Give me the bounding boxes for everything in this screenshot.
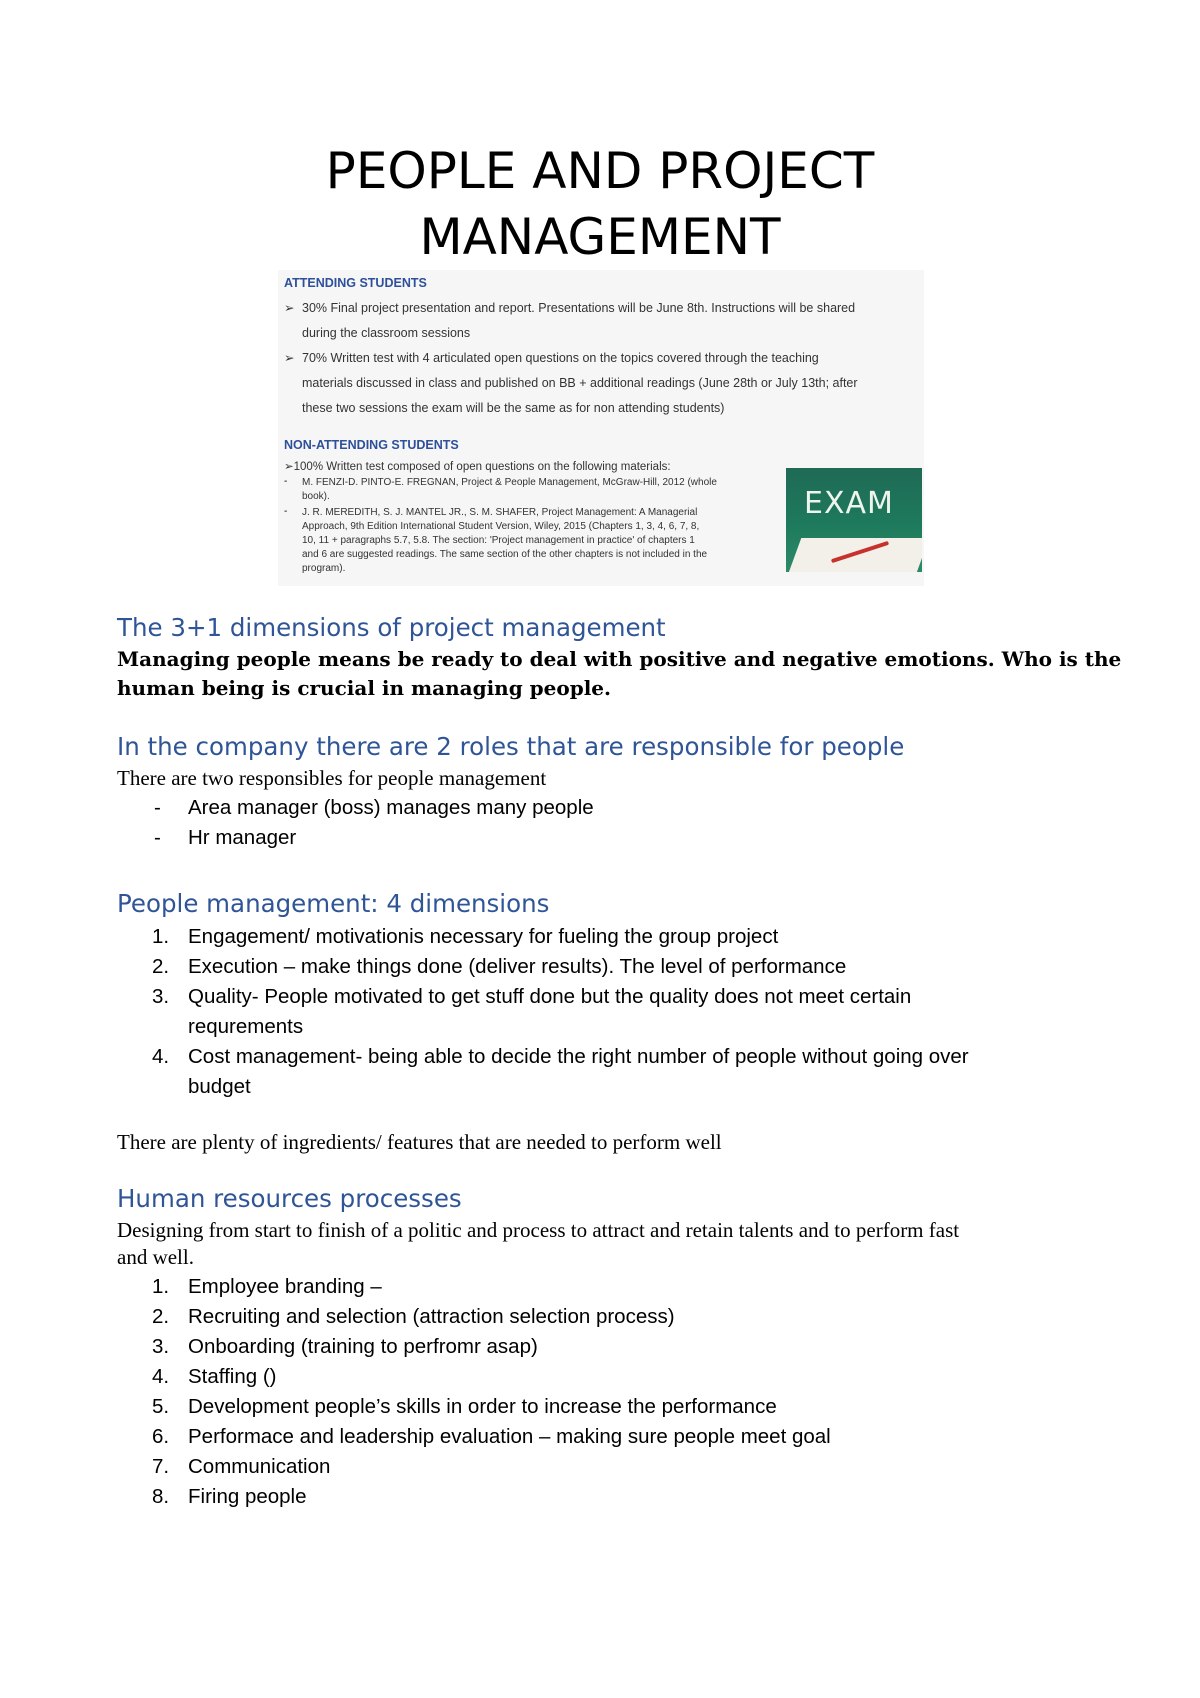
exam-word: EXAM: [804, 486, 894, 521]
section-heading-people-management: People management: 4 dimensions: [117, 889, 550, 918]
reference-bullet: -: [284, 506, 288, 517]
list-item-text: Staffing (): [188, 1365, 277, 1388]
reference-line: program).: [302, 563, 346, 574]
list-item: [0, 1362, 1200, 1392]
list-item-text: Area manager (boss) manages many people: [188, 796, 594, 819]
reference-item: [302, 476, 772, 504]
list-marker: 7.: [152, 1455, 170, 1478]
list-item: [0, 1422, 1200, 1452]
list-marker: -: [154, 826, 161, 849]
exam-chalkboard-illustration: [786, 468, 922, 572]
hr-intro-line: Designing from start to finish of a politic and process to attract and retain talents and to perform fast: [117, 1218, 960, 1242]
list-item: [0, 1272, 1200, 1302]
exam-info-image: [278, 270, 924, 586]
list-item-text: budget: [188, 1075, 251, 1098]
list-marker: 8.: [152, 1485, 170, 1508]
list-marker: 6.: [152, 1425, 170, 1448]
reference-line: M. FENZI-D. PINTO-E. FREGNAN, Project & People Management, McGraw-Hill, 2012 (whole: [302, 477, 717, 488]
reference-line: and 6 are suggested readings. The same section of the other chapters is not included in the: [302, 549, 708, 560]
reference-line: J. R. MEREDITH, S. J. MANTEL JR., S. M. SHAFER, Project Management: A Managerial: [302, 507, 698, 518]
hr-intro-line: and well.: [117, 1245, 194, 1269]
document-title: [0, 138, 1200, 270]
list-marker: 2.: [152, 1305, 170, 1328]
list-marker: 1.: [152, 925, 170, 948]
section-heading-roles: In the company there are 2 roles that are responsible for people: [117, 732, 905, 761]
list-item-text: Employee branding –: [188, 1275, 382, 1298]
title-line-1: PEOPLE AND PROJECT: [325, 142, 875, 200]
list-marker: 3.: [152, 985, 170, 1008]
roles-intro: There are two responsibles for people management: [117, 766, 547, 790]
list-item-continuation: [0, 1012, 1200, 1042]
list-item: [0, 922, 1200, 952]
list-item: [0, 1332, 1200, 1362]
people-management-note: There are plenty of ingredients/ features that are needed to perform well: [117, 1130, 722, 1154]
reference-bullet: -: [284, 476, 288, 487]
dimensions-text-line: Managing people means be ready to deal with positive and negative emotions. Who is the: [117, 647, 1122, 671]
list-marker: 4.: [152, 1045, 170, 1068]
attending-item-line: materials discussed in class and published on BB + additional readings (June 28th or July 13th; after: [302, 376, 858, 390]
list-item: [0, 823, 1200, 853]
reference-line: book).: [302, 491, 330, 502]
list-item-text: Engagement/ motivationis necessary for fueling the group project: [188, 925, 779, 948]
list-item-text: Onboarding (training to perfromr asap): [188, 1335, 538, 1358]
reference-item: [302, 506, 772, 576]
list-marker: 4.: [152, 1365, 170, 1388]
list-item: [0, 1392, 1200, 1422]
attending-item-line: 70% Written test with 4 articulated open questions on the topics covered through the teaching: [302, 351, 819, 365]
reference-line: 10, 11 + paragraphs 5.7, 5.8. The section: 'Project management in practice' of chapters 1: [302, 535, 695, 546]
non-attending-intro: ➢100% Written test composed of open questions on the following materials:: [284, 461, 671, 473]
attending-item-line: these two sessions the exam will be the same as for non attending students): [302, 401, 725, 415]
attending-item-line: 30% Final project presentation and report. Presentations will be June 8th. Instructions will be shared: [302, 301, 856, 315]
non-attending-heading: NON-ATTENDING STUDENTS: [284, 438, 459, 452]
list-item: [0, 1452, 1200, 1482]
list-item-text: Performace and leadership evaluation – making sure people meet goal: [188, 1425, 831, 1448]
section-heading-hr-processes: Human resources processes: [117, 1184, 462, 1213]
list-item-text: Hr manager: [188, 826, 297, 849]
list-item: [0, 1302, 1200, 1332]
list-item-text: Development people’s skills in order to increase the performance: [188, 1395, 777, 1418]
list-item-text: Cost management- being able to decide the right number of people without going over: [188, 1045, 969, 1068]
list-item-text: Execution – make things done (deliver results). The level of performance: [188, 955, 847, 978]
list-item-continuation: [0, 1072, 1200, 1102]
reference-line: Approach, 9th Edition International Student Version, Wiley, 2015 (Chapters 1, 3, 4, 6, 7, 8,: [302, 521, 700, 532]
list-item-text: Quality- People motivated to get stuff done but the quality does not meet certain: [188, 985, 912, 1008]
list-item: [0, 952, 1200, 982]
list-item: [0, 982, 1200, 1012]
dimensions-text-line: human being is crucial in managing people.: [117, 676, 611, 700]
list-item: [0, 1042, 1200, 1072]
title-line-2: MANAGEMENT: [419, 208, 781, 266]
list-marker: 5.: [152, 1395, 170, 1418]
list-item-text: Firing people: [188, 1485, 307, 1508]
section-heading-dimensions: The 3+1 dimensions of project management: [117, 613, 666, 642]
attending-heading: ATTENDING STUDENTS: [284, 276, 427, 290]
list-item: [0, 793, 1200, 823]
arrow-bullet-icon: ➢: [284, 301, 295, 315]
list-item-text: Recruiting and selection (attraction selection process): [188, 1305, 675, 1328]
list-item: [0, 1482, 1200, 1512]
arrow-bullet-icon: ➢: [284, 351, 295, 365]
list-marker: 3.: [152, 1335, 170, 1358]
list-marker: 1.: [152, 1275, 170, 1298]
list-marker: -: [154, 796, 161, 819]
attending-item-line: during the classroom sessions: [302, 326, 471, 340]
list-item-text: Communication: [188, 1455, 331, 1478]
list-item-text: requrements: [188, 1015, 304, 1038]
list-marker: 2.: [152, 955, 170, 978]
